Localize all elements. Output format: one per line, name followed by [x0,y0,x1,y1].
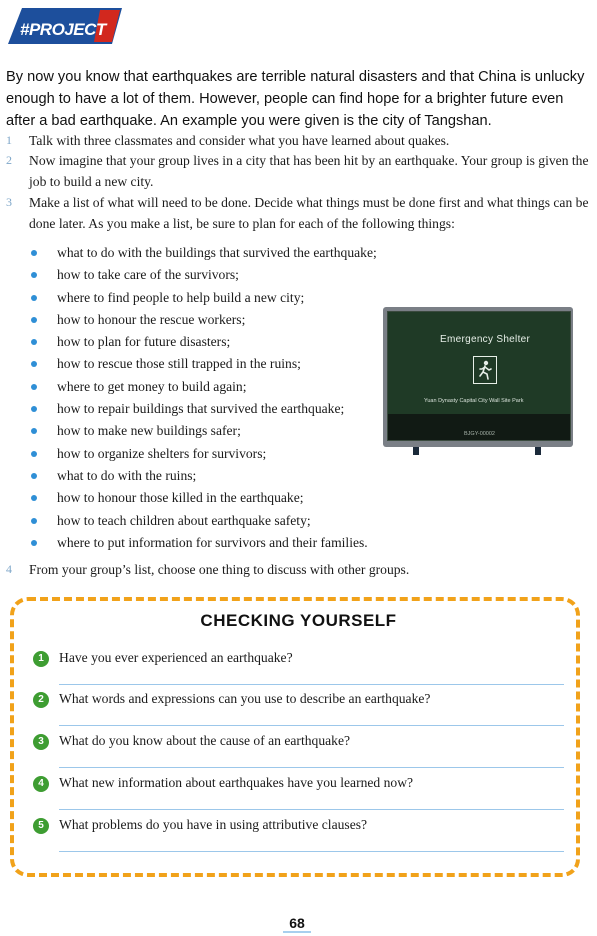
things-to-plan-list [31,242,377,554]
step-number: 3 [6,195,12,209]
bullet-icon [31,339,37,345]
answer-line[interactable] [59,725,564,726]
sign-board [387,311,571,441]
question-text: What words and expressions can you use to describe an earthquake? [59,691,431,706]
question-3 [33,734,573,774]
step-1 [6,130,592,151]
bullet-icon [31,428,37,434]
step-2 [6,150,592,192]
sign-post [535,447,541,455]
answer-line[interactable] [59,684,564,685]
emergency-shelter-sign-photo [383,307,573,447]
question-number: 2 [33,692,49,708]
list-item: how to honour the rescue workers; [31,309,377,331]
step-number: 1 [6,133,12,147]
list-item: where to get money to build again; [31,376,377,398]
question-4 [33,776,573,816]
intro-paragraph: By now you know that earthquakes are terrible natural disasters and that China is unlucky enough to have a lot of them. However, people can find hope for a brighter future even after a bad earthquake. An example you were given is the city of Tangshan. [6,69,585,129]
bullet-icon [31,518,37,524]
sign-post [413,447,419,455]
page-number-underline [283,931,311,933]
question-number: 1 [33,651,49,667]
question-number: 3 [33,734,49,750]
bullet-icon [31,384,37,390]
question-number: 5 [33,818,49,834]
bullet-icon [31,295,37,301]
page-number: 68 [289,915,305,931]
step-text: Make a list of what will need to be done. Decide what things must be done first and what things can be done later. As you make a list, be sure to plan for each of the following things: [29,195,589,231]
bullet-icon [31,473,37,479]
sign-subtitle: Yuan Dynasty Capital City Wall Site Park [424,398,524,404]
list-item: how to organize shelters for survivors; [31,443,377,465]
bullet-icon [31,317,37,323]
bullet-icon [31,272,37,278]
list-item: how to repair buildings that survived the earthquake; [31,398,377,420]
bullet-icon [31,540,37,546]
bullet-icon [31,250,37,256]
list-item: where to find people to help build a new city; [31,287,377,309]
step-text: From your group’s list, choose one thing to discuss with other groups. [29,562,410,577]
list-item: how to honour those killed in the earthquake; [31,487,377,509]
list-item: how to make new buildings safer; [31,420,377,442]
bullet-icon [31,361,37,367]
list-item: where to put information for survivors and their families. [31,532,377,554]
question-5 [33,818,573,858]
badge-label: #PROJECT [20,20,106,39]
question-text: What problems do you have in using attributive clauses? [59,817,368,832]
list-item: how to rescue those still trapped in the ruins; [31,353,377,375]
bullet-icon [31,406,37,412]
question-text: What new information about earthquakes have you learned now? [59,775,414,790]
sign-code: BJGY-00002 [464,431,495,437]
step-text: Now imagine that your group lives in a city that has been hit by an earthquake. Your group is given the job to build a new city. [29,153,589,189]
answer-line[interactable] [59,809,564,810]
question-text: What do you know about the cause of an earthquake? [59,733,351,748]
question-text: Have you ever experienced an earthquake? [59,650,293,665]
exit-person-icon [473,356,497,384]
list-item: how to plan for future disasters; [31,331,377,353]
list-item: what to do with the buildings that survived the earthquake; [31,242,377,264]
step-4 [6,559,592,580]
step-3 [6,192,592,234]
step-number: 2 [6,153,12,167]
checking-yourself-title: CHECKING YOURSELF [200,611,397,630]
list-item: what to do with the ruins; [31,465,377,487]
step-text: Talk with three classmates and consider what you have learned about quakes. [29,133,450,148]
step-number: 4 [6,562,12,576]
sign-title: Emergency Shelter [440,334,531,345]
list-item: how to teach children about earthquake safety; [31,510,377,532]
question-2 [33,692,573,732]
question-number: 4 [33,776,49,792]
list-item: how to take care of the survivors; [31,264,377,286]
answer-line[interactable] [59,851,564,852]
question-1 [33,651,573,691]
bullet-icon [31,451,37,457]
bullet-icon [31,495,37,501]
answer-line[interactable] [59,767,564,768]
project-badge [8,8,122,44]
